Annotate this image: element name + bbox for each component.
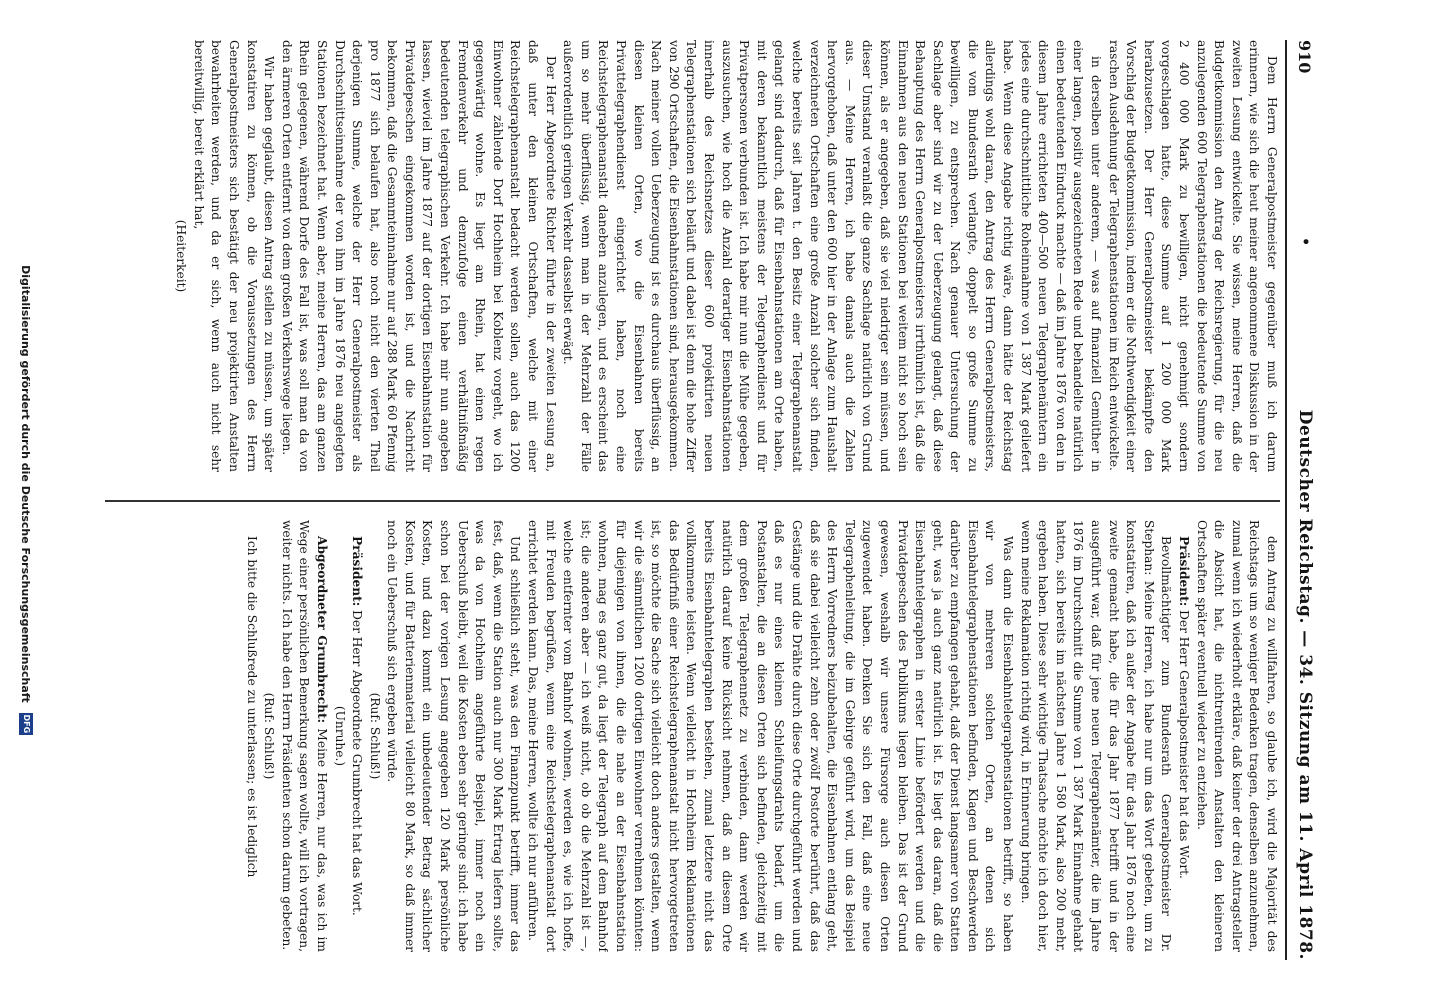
body-paragraph: Ich bitte die Schlußrede zu unterlassen; es ist lediglich (244, 536, 259, 878)
page-title: Deutscher Reichstag. — 34. Sitzung am 11. April 1878. (1295, 409, 1315, 960)
speaker-name: Präsident: (350, 536, 365, 607)
speaker-name: Präsident: (1177, 536, 1192, 607)
speaker-paragraph (348, 520, 366, 952)
speaker-text: Der Herr Abgeordnete Grumbrecht hat das Wort. (350, 606, 365, 916)
body-paragraph: Dem Herrn Generalpostmeister gegenüber muß ich darum erinnern, wie sich die heut meiner angenommene Diskussion in der zweiten Lesung entwickelte. Sie wissen, meine Herren, daß die Budgetkommission den Antrag der Reichsregierung, für die neu anzulegenden 600 Telegraphenstationen die bedeutende Summe von 2 400 000 Mark zu bewilligen, nicht genehmigt sondern vorgeschlagen hatte, diese Summe auf 1 200 000 Mark herabzusetzen. Der Herr Generalpostmeister bekämpfte den Vorschlag der Budgetkommission, indem er die Nothwendigkeit einer raschen Ausdehnung der Telegraphenstationen im Reich entwickelte. (1106, 40, 1279, 472)
page-header (1290, 40, 1320, 960)
stage-direction: (Heiterkeit) (174, 219, 189, 293)
body-paragraph: dem Antrag zu willfahren, so glaube ich, wird die Majorität des Reichstags um so weniger Bedenken tragen, denselben anzunehmen, zumal wenn ich wiederholt erkläre, daß keiner der drei Antragsteller die Absicht hat, die nichtrentirenden Anstalten den kleineren Ortschaften später eventuell wieder zu entziehen. (1194, 520, 1279, 952)
speaker-paragraph (1174, 520, 1192, 952)
page-number: 910 (1295, 40, 1315, 74)
stage-direction: (Ruf: Schluß!) (262, 692, 277, 780)
body-paragraph: Der Herr Abgeordnete Richter führte in der zweiten Lesung an, daß unter den kleinen Ortschaften, welche mit einer Reichstelegraphenanstalt bedacht werden sollen, auch das 1200 Einwohner zählende Dorf Hochheim bei Koblenz vorgeht, wo ich gegenwärtig wohne. Es liegt am Rhein, hat einen regen Fremdenverkehr und demzufolge einen verhältnißmäßig bedeutenden telegraphischen Verkehr. Ich habe mir nun angeben lassen, wieviel im Jahre 1877 auf der dortigen Eisenbahnstation für Privatdepeschen eingekommen worden ist, und die Nachricht bekommen, daß die Gesammteinnahme nur auf 288 Mark 60 Pfennig pro 1877 sich belaufen hat, also noch nicht den vierten Theil derjenigen Summe, welche der Herr Generalpostmeister als Durchschnittseinnahme der von ihm im Jahre 1876 neu angelegten Stationen bezeichnet hat. Wenn aber, meine Herren, das am ganzen Rhein gelegenen, während Dorfe des Fall ist, was soll man da von den ärmeren Orten entfernt von dem großen Verkehrswege liegen. (279, 40, 558, 472)
stage-direction: (Ruf: Schluß!) (367, 692, 382, 780)
dfg-logo: DFG (19, 713, 33, 735)
header-rule (1285, 40, 1287, 960)
digitization-credit (16, 0, 36, 1000)
stage-direction: (Unruhe.) (332, 705, 347, 767)
body-paragraph: in derselben unter anderem, — was auf finanziell Gemüther in einer langen, positiv ausgezeichneten Rede und behandelte natürlich einen bedeutenden Eindruck machte — daß im Jahre 1876 von den in diesem Jahre errichteten 400—500 neuen Telegraphenämtern ein jedes eine durchschnittliche Roheinnahme von 1 387 Mark geliefert habe. Wenn diese Angabe richtig wäre, dann hätte der Reichstag allerdings wohl daran, den Antrag des Herrn Generalpostmeisters, die vom Bundesrath verlangte, doppelt so große Summe zu bewilligen, zu entsprechen. Nach genauer Untersuchung der Sachlage aber sind wir zu der Ueberzeugung gelangt, daß diese Behauptung des Herrn Generalpostmeisters irrthümlich ist, daß die Einnahmen aus den neuen Stationen bei weitem nicht so hoch sein können, als er angegeben, daß sie viel niedriger sein müssen, und dieser Umstand veranlaßt die ganze Sachlage natürlich von Grund aus. — Meine Herren, ich habe damals auch die Zahlen hervorgehoben, daß unter den 600 hier in der Anlage zum Haushalt verzeichneten Ortschaften eine große Anzahl solcher sich finden, welche bereits seit Jahren t. den Besitz einer Telegraphenanstalt gelangt sind dadurch, daß für Eisenbahnstationen am Orte haben, mit deren bekanntlich meistens der Telegraphendienst und für Privatpersonen verbunden ist. Ich habe mir nun die Mühe gegeben, auszusuchen, wie hoch die Anzahl derartiger Eisenbahnstationen innerhalb des Reichsnetzes dieser 600 projektirten neuen Telegraphenstationen sich beläuft und dabei ist denn die hohe Ziffer von 290 Ortschaften, die Eisenbahnstationen sind, herausgekommen. Nach meiner vollen Ueberzeugung ist es durchaus überflüssig, an diesen kleinen Orten, wo die Eisenbahnen bereits Privattelegraphendienst eingerichtet haben, noch eine Reichstelegraphenanstalt daneben anzulegen, und es erscheint das um so mehr überflüssig, wenn man in der Mehrzahl der Fälle außerordentlich geringen Verkehr dasselbst erwägt. (561, 40, 1104, 472)
speaker-paragraph (277, 520, 330, 952)
header-bullet: • (1297, 237, 1313, 247)
body-paragraph: Was dann die Eisenbahntelegraphenstationen betrifft, so haben wir von mehreren solchen Orten, an denen sich Eisenbahntelegraphenstationen befinden, Klagen und Beschwerden darüber zu empfangen gehabt, daß der Dienst langsamer von Statten geht, was ja auch ganz natürlich ist. Es liegt das daran, daß die Eisenbahntelegraphen in erster Linie befördert werden und die Privatdepeschen des Publikums liegen bleiben. Das ist der Grund gewesen, weshalb wir unsere Fürsorge auch diesen Orten zugewendet haben. Denken Sie sich den Fall, daß eine neue Telegraphenleitung, die im Gebirge geführt wird, um das Beispiel des Herrn Vorredners beizubehalten, die Eisenbahnen entlang geht, daß sie dabei vielleicht zehn oder zwölf Postorte berührt, daß das Gestänge und die Drähte durch diese Orte durchgeführt werden und daß es nur eines kleinen Schleifungsdrahts bedarf, um die Postanstalten, die an diesen Orten sich befinden, gleichzeitig mit dem großen Telegraphennetz zu verbinden, dann werden wir natürlich darauf keine Rücksicht nehmen, daß an diesem Orte bereits Eisenbahntelegraphen bestehen, zumal letztere nicht das vollkommene leisten. Wenn vielleicht in Hochheim Reklamationen das Bedürfniß einer Reichstelegraphenanstalt nicht hervorgetreten ist, so möchte die Sache sich vielleicht doch anders gestalten, wenn wir die sämmtlichen 1200 dortigen Einwohner vernehmen könnten: für diejenigen von ihnen, die die nahe an der Eisenbahnstation wohnen, mag es ganz gut, da liegt der Telegraph auf dem Bahnhof ist; die anderen aber — ich weiß nicht, ob ob die Mehrzahl ist —, welche entfernter vom Bahnhof wohnen, werden es, wie ich hoffe, mit Freuden begrüßen, wenn eine Reichstelegraphenanstalt dort errichtet werden kann. Das, meine Herren, wollte ich nur anführen. (526, 520, 1016, 952)
body-paragraph: Bevollmächtigter zum Bundesrath Generalpostmeister Dr. Stephan: Meine Herren, ich habe nur um das Wort gebeten, um zu konstatiren, daß ich außer der Angabe für das Jahr 1876 noch eine zweite gemacht habe, die für das Jahr 1877 betrifft und in der ausgeführt war, daß für jene neuen Telegraphenämter, die im Jahre 1876 im Durchschnitt die Summe von 1 387 Mark Einnahme gehabt hatten, sich bereits im nächsten Jahre 1 580 Mark, also 200 mehr, ergeben haben. Diese sehr wichtige Thatsache möchte ich doch hier, wenn meine Reklamation richtig wird, in Erinnerung bringen. (1018, 520, 1174, 952)
speaker-text: Meine Herren, nur das, was ich im Wege einer persönlichen Bemerkung sagen wollte, will ich vortragen, weiter nichts. Ich habe den Herrn Präsidenten schon darum gebeten. (279, 520, 329, 952)
credit-text: Digitalisierung gefördert durch die Deutsche Forschungsgemeinschaft (19, 265, 33, 703)
right-column (105, 520, 1280, 952)
left-column (105, 40, 1280, 472)
speaker-text: Der Herr Generalpostmeister hat das Wort. (1177, 606, 1192, 879)
speaker-name: Abgeordneter Grumbrecht: (314, 536, 329, 724)
body-paragraph: Und schließlich steht, was den Finanzpunkt betrifft, immer das fest, daß, wenn die Station auch nur 300 Mark Ertrag liefern sollte, was da von Hochheim angeführte Beispiel, immer noch ein Ueberschuß bleibt, weil die Kosten eben sehr geringe sind: ich habe schon bei der vorigen Lesung angegeben 120 Mark persönliche Kosten, und dazu kommt ein unbedeutender Betrag sächlicher Kosten, und für Batterienmaterial vielleicht 80 Mark, so daß immer noch ein Ueberschuß sich ergeben würde. (385, 520, 523, 952)
column-divider (105, 500, 1280, 502)
body-paragraph: Wir haben geglaubt, diesen Antrag stellen zu müssen, um später konstatiren zu können, ob die Voraussetzungen des Herrn Generalpostmeisters sich bestätigt der neu projektirten Anstalten bewahrheiten werden, und da er sich, wenn auch nicht sehr bereitwillig, bereit erklärt hat, (191, 40, 277, 472)
